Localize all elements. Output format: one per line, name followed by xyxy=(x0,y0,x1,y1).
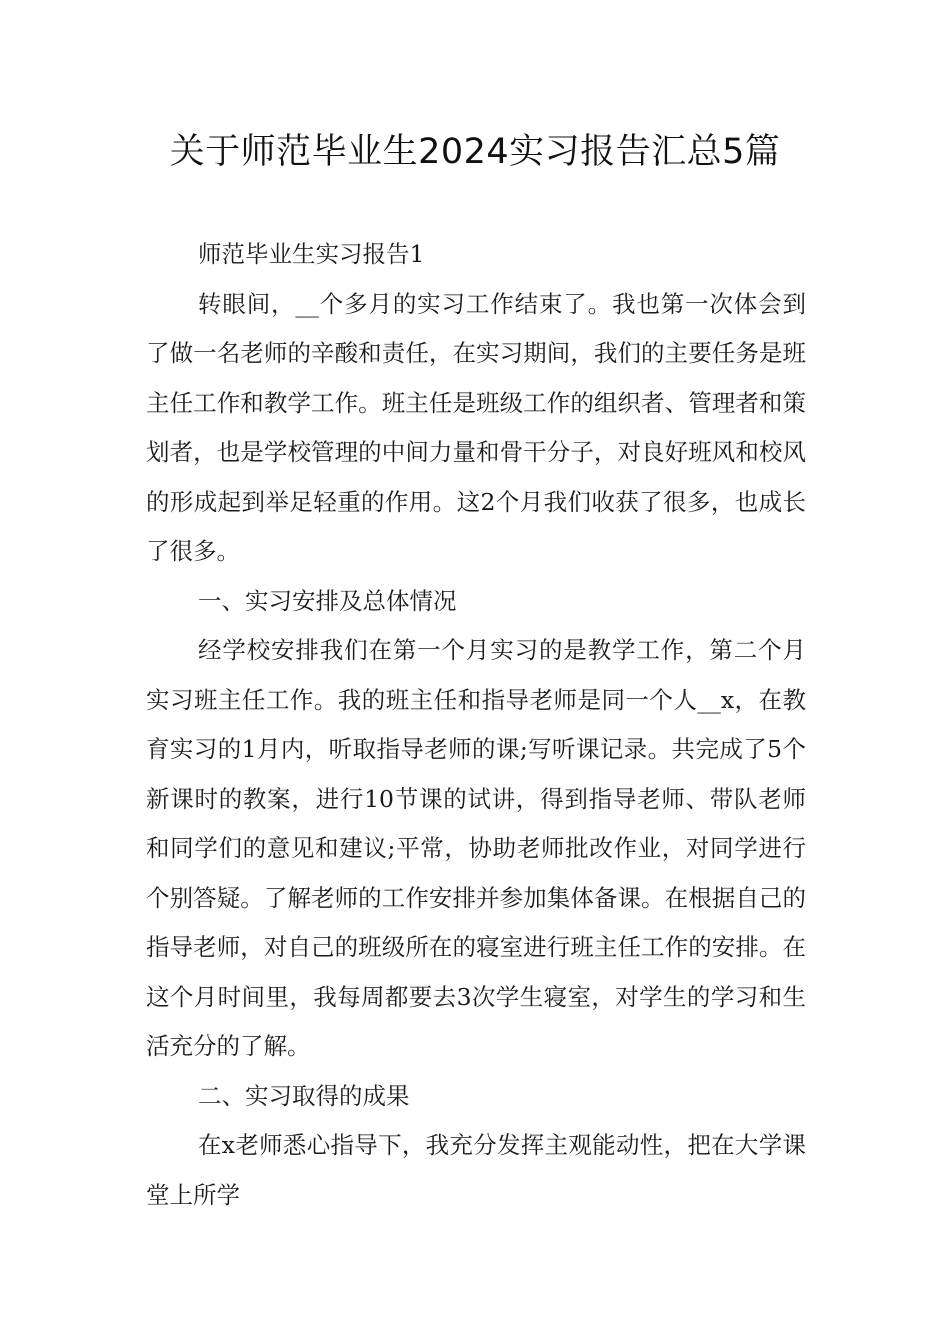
section-heading-results: 二、实习取得的成果 xyxy=(198,1081,410,1110)
paragraph-intro: 转眼间，__个多月的实习工作结束了。我也第一次体会到了做一名老师的辛酸和责任，在实习期间，我们的主要任务是班主任工作和教学工作。班主任是班级工作的组织者、管理者和策划者，也是学校管理的中间力量和骨干分子，对良好班风和校风的形成起到举足轻重的作用。这2个月我们收获了很多，也成长了很多。 xyxy=(146,289,806,565)
document-body xyxy=(146,230,806,1220)
paragraph-arrangement: 经学校安排我们在第一个月实习的是教学工作，第二个月实习班主任工作。我的班主任和指导老师是同一个人__x，在教育实习的1月内，听取指导老师的课;写听课记录。共完成了5个新课时的教案，进行10节课的试讲，得到指导老师、带队老师和同学们的意见和建议;平常，协助老师批改作业，对同学进行个别答疑。了解老师的工作安排并参加集体备课。在根据自己的指导老师，对自己的班级所在的寝室进行班主任工作的安排。在这个月时间里，我每周都要去3次学生寝室，对学生的学习和生活充分的了解。 xyxy=(146,636,806,1060)
report-heading: 师范毕业生实习报告1 xyxy=(198,240,425,268)
section-heading-arrangement: 一、实习安排及总体情况 xyxy=(198,586,457,615)
document-title: 关于师范毕业生2024实习报告汇总5篇 xyxy=(169,132,781,172)
paragraph-results: 在x老师悉心指导下，我充分发挥主观能动性，把在大学课堂上所学 xyxy=(146,1131,806,1209)
